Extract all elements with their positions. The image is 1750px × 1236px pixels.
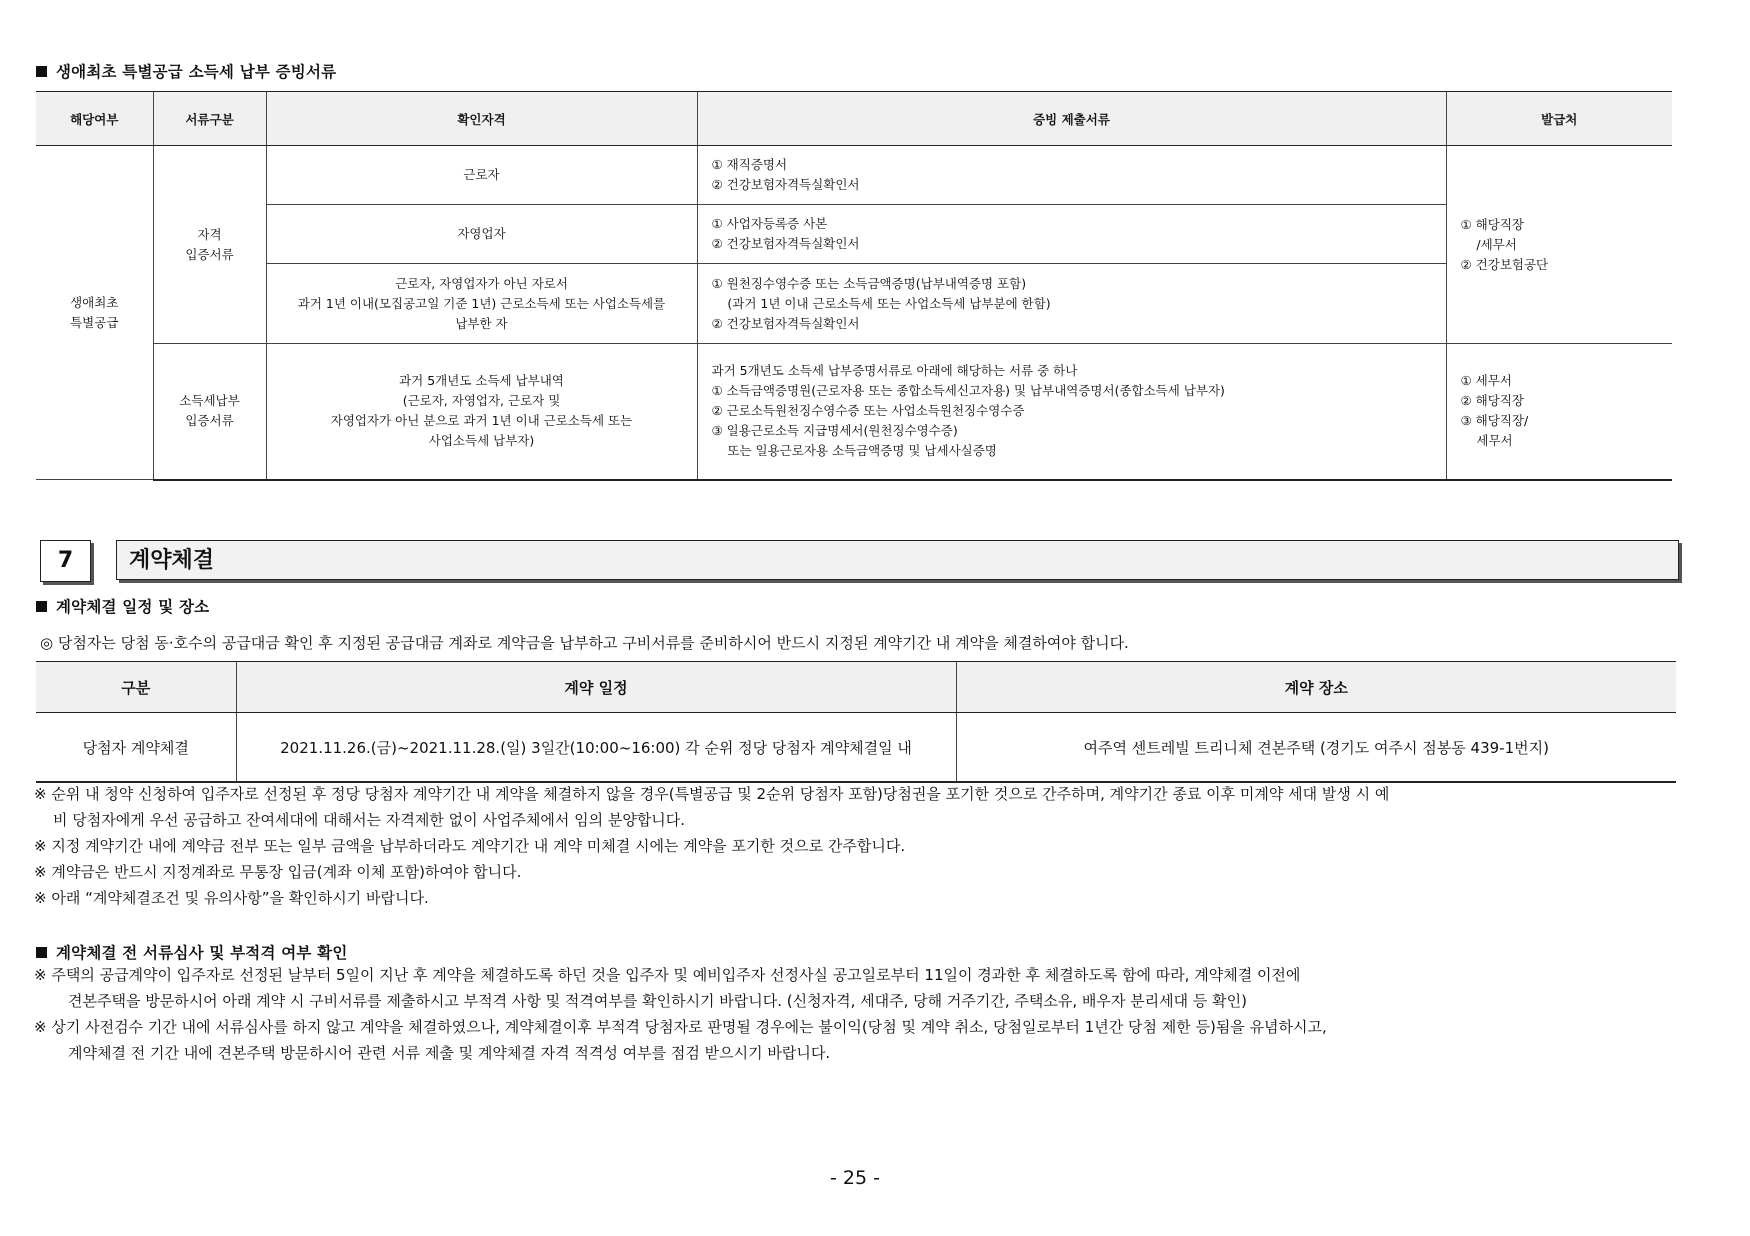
income-tax-heading-text: 생애최초 특별공급 소득세 납부 증빙서류	[56, 63, 337, 81]
column-header: 구분	[36, 662, 236, 713]
qualification-cell: 근로자	[266, 146, 697, 205]
column-header: 서류구분	[153, 92, 266, 146]
qualification-cell: 근로자, 자영업자가 아닌 자로서 과거 1년 이내(모집공고일 기준 1년) 근로소득세 또는 사업소득세를 납부한 자	[266, 264, 697, 344]
doc-type-cell: 자격 입증서류	[153, 146, 266, 344]
section-title-box: 계약체결	[116, 540, 1679, 580]
category-cell: 생애최초 특별공급	[36, 146, 153, 480]
column-header: 확인자격	[266, 92, 697, 146]
document-review-heading-text: 계약체결 전 서류심사 및 부적격 여부 확인	[56, 944, 348, 962]
contract-schedule-heading-text: 계약체결 일정 및 장소	[56, 598, 210, 616]
table-row	[36, 264, 1672, 344]
review-line: 견본주택을 방문하시어 아래 계약 시 구비서류를 제출하시고 부적격 사항 및 적격여부를 확인하시기 바랍니다. (신청자격, 세대주, 당해 거주기간, 주택소유, 배우자 분리세대 등 확인)	[68, 992, 1247, 1010]
column-header: 계약 일정	[236, 662, 956, 713]
column-header: 계약 장소	[956, 662, 1676, 713]
contract-schedule-cell: 2021.11.26.(금)~2021.11.28.(일) 3일간(10:00~16:00) 각 순위 정당 당첨자 계약체결일 내	[236, 713, 956, 783]
review-line: ※ 상기 사전검수 기간 내에 서류심사를 하지 않고 계약을 체결하였으나, 계약체결이후 부적격 당첨자로 판명될 경우에는 불이익(당첨 및 계약 취소, 당첨일로부터 1년간 당첨 제한 등)됨을 유념하시고,	[34, 1018, 1327, 1036]
documents-cell: 과거 5개년도 소득세 납부증명서류로 아래에 해당하는 서류 중 하나 ① 소득금액증명원(근로자용 또는 종합소득세신고자용) 및 납부내역증명서(종합소득세 납부자) ② 근로소득원천징수영수증 또는 사업소득원천징수영수증 ③ 일용근로소득 지급명세서(원천징수영수증) 또는 일용근로자용 소득금액증명 및 납세사실증명	[697, 344, 1446, 480]
qualification-cell: 자영업자	[266, 205, 697, 264]
income-tax-proof-table	[36, 91, 1672, 481]
contract-schedule-table	[36, 661, 1676, 783]
column-header: 해당여부	[36, 92, 153, 146]
documents-cell: ① 원천징수영수증 또는 소득금액증명(납부내역증명 포함) (과거 1년 이내 근로소득세 또는 사업소득세 납부분에 한함) ② 건강보험자격득실확인서	[697, 264, 1446, 344]
contract-note: ※ 순위 내 청약 신청하여 입주자로 선정된 후 정당 당첨자 계약기간 내 계약을 체결하지 않을 경우(특별공급 및 2순위 당첨자 포함)당첨권을 포기한 것으로 간주하며, 계약기간 종료 이후 미계약 세대 발생 시 예	[34, 785, 1390, 803]
table-row	[36, 205, 1672, 264]
review-line: 계약체결 전 기간 내에 견본주택 방문하시어 관련 서류 제출 및 계약체결 자격 적격성 여부를 점검 받으시기 바랍니다.	[68, 1044, 831, 1062]
section-number-box: 7	[40, 540, 91, 582]
table-header-row	[36, 662, 1676, 713]
issuer-cell: ① 세무서 ② 해당직장 ③ 해당직장/ 세무서	[1446, 344, 1672, 480]
income-tax-section-heading	[36, 60, 336, 82]
table-row	[36, 713, 1676, 783]
qualification-cell: 과거 5개년도 소득세 납부내역 (근로자, 자영업자, 근로자 및 자영업자가 아닌 분으로 과거 1년 이내 근로소득세 또는 사업소득세 납부자)	[266, 344, 697, 480]
documents-cell: ① 사업자등록증 사본 ② 건강보험자격득실확인서	[697, 205, 1446, 264]
page-number: - 25 -	[830, 1167, 880, 1189]
table-row	[36, 146, 1672, 205]
table-header-row	[36, 92, 1672, 146]
square-bullet-icon	[36, 601, 47, 612]
contract-note: ※ 계약금은 반드시 지정계좌로 무통장 입금(계좌 이체 포함)하여야 합니다.	[34, 863, 522, 881]
issuer-cell: ① 해당직장 /세무서 ② 건강보험공단	[1446, 146, 1672, 344]
column-header: 증빙 제출서류	[697, 92, 1446, 146]
doc-type-cell: 소득세납부 입증서류	[153, 344, 266, 480]
table-row	[36, 344, 1672, 480]
document-review-heading	[36, 941, 348, 963]
square-bullet-icon	[36, 66, 47, 77]
contract-note: ※ 지정 계약기간 내에 계약금 전부 또는 일부 금액을 납부하더라도 계약기간 내 계약 미체결 시에는 계약을 포기한 것으로 간주합니다.	[34, 837, 906, 855]
documents-cell: ① 재직증명서 ② 건강보험자격득실확인서	[697, 146, 1446, 205]
review-line: ※ 주택의 공급계약이 입주자로 선정된 날부터 5일이 지난 후 계약을 체결하도록 하던 것을 입주자 및 예비입주자 선정사실 공고일로부터 11일이 경과한 후 체결하도록 함에 따라, 계약체결 이전에	[34, 966, 1301, 984]
contract-note: ※ 아래 “계약체결조건 및 유의사항”을 확인하시기 바랍니다.	[34, 889, 429, 907]
contract-intro-text: ◎ 당첨자는 당첨 동·호수의 공급대금 확인 후 지정된 공급대금 계좌로 계약금을 납부하고 구비서류를 준비하시어 반드시 지정된 계약기간 내 계약을 체결하여야 합니다.	[40, 634, 1129, 652]
column-header: 발급처	[1446, 92, 1672, 146]
contract-note: 비 당첨자에게 우선 공급하고 잔여세대에 대해서는 자격제한 없이 사업주체에서 임의 분양합니다.	[53, 811, 686, 829]
contract-type-cell: 당첨자 계약체결	[36, 713, 236, 783]
contract-place-cell: 여주역 센트레빌 트리니체 견본주택 (경기도 여주시 점봉동 439-1번지)	[956, 713, 1676, 783]
square-bullet-icon	[36, 947, 47, 958]
contract-schedule-heading	[36, 595, 209, 617]
